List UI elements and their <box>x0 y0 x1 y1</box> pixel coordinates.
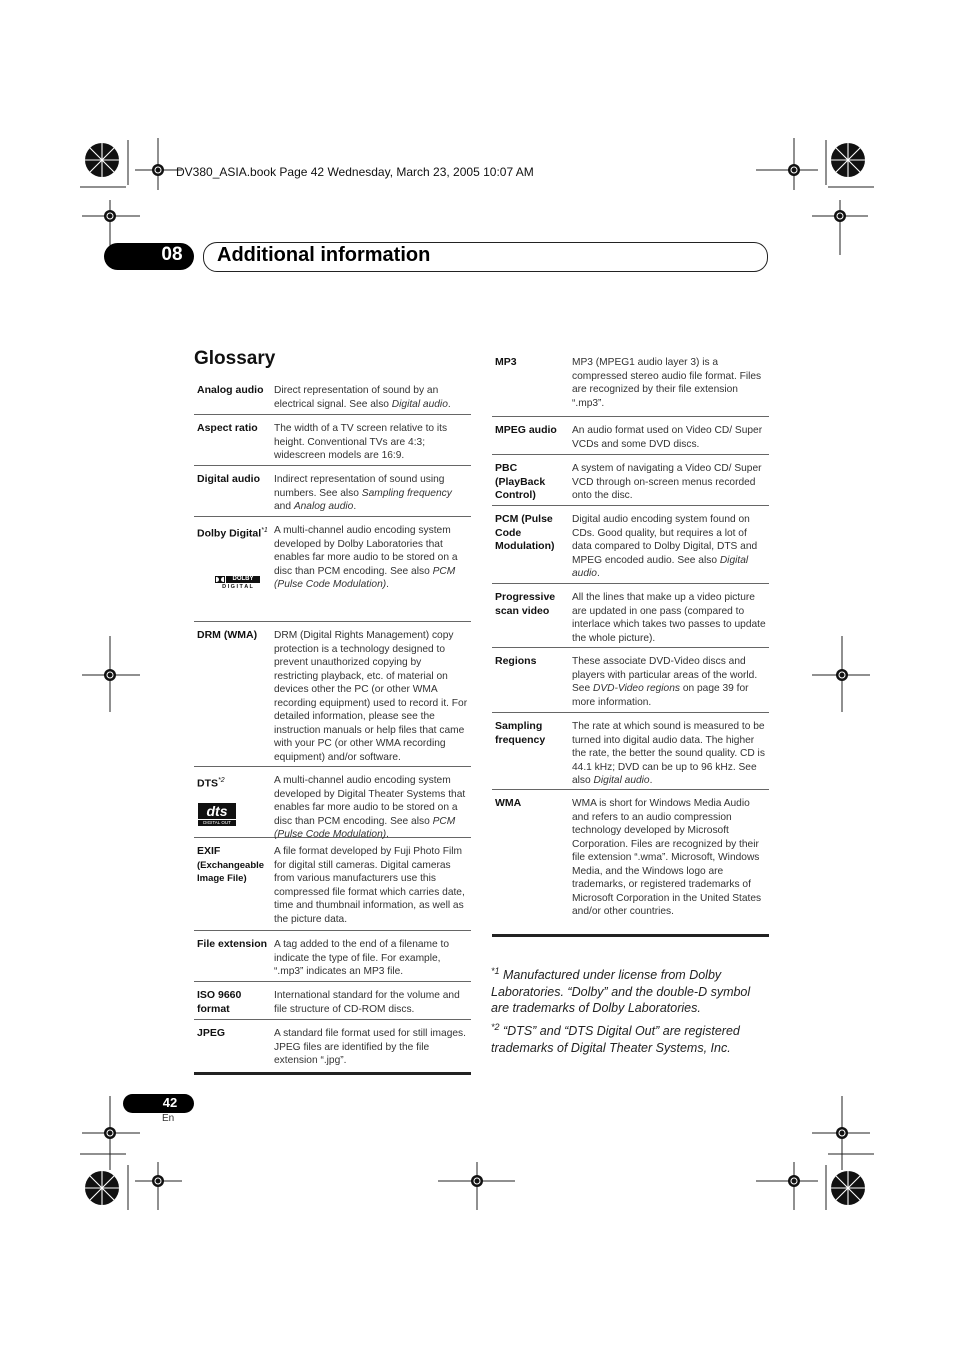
glossary-definition <box>274 774 468 842</box>
definition-text: Indirect representation of sound using numbers. See also <box>274 474 445 499</box>
glossary-entry <box>194 981 471 1020</box>
cross-reference: PCM (Pulse Code Modulation) <box>274 815 456 840</box>
glossary-entry <box>194 376 471 415</box>
glossary-definition <box>572 591 766 645</box>
definition-text: A multi-channel audio encoding system developed by Digital Theater Systems that enables far more audio to be stored on a disc than PCM encoding. See also <box>274 775 466 827</box>
cross-reference: Sampling frequency <box>361 487 452 499</box>
glossary-term <box>197 473 271 487</box>
definition-text: on page 39 for more information. <box>572 683 749 708</box>
glossary-entry <box>194 621 471 767</box>
dts-digital-out-logo <box>198 803 240 827</box>
definition-text: A multi-channel audio encoding system developed by Dolby Laboratories that enables far more audio to be stored on a disc than PCM encoding. See also <box>274 525 458 577</box>
term-label: DRM (WMA) <box>197 629 258 641</box>
glossary-entry <box>492 712 769 790</box>
term-label: Sampling frequency <box>495 720 546 746</box>
glossary-term <box>197 938 271 952</box>
glossary-definition <box>274 938 468 979</box>
footnote-text: “DTS” and “DTS Digital Out” are registered trademarks of Digital Theater Systems, Inc. <box>491 1024 740 1055</box>
definition-text: A system of navigating a Video CD/ Super VCD through on-screen menus recorded onto the disc. <box>572 463 762 501</box>
glossary-entry <box>194 465 471 517</box>
definition-text: The rate at which sound is measured to be turned into digital audio data. The higher the rate, the better the sound quality. CD is 44.1 kHz; DVD can be up to 96 kHz. See also <box>572 721 765 786</box>
definition-text: . <box>649 775 653 786</box>
glossary-term <box>495 591 569 618</box>
glossary-term <box>495 424 569 438</box>
glossary-definition <box>274 845 468 926</box>
definition-text: A standard file format used for still images. JPEG files are identified by the file extension “.jpg”. <box>274 1028 466 1066</box>
definition-text: DRM (Digital Rights Management) copy protection is a technology designed to prevent unauthorized copying by restricting playback, etc. of material on devices other the PC (or other WMA recording equipment) used to record it. For detailed information, please see the instruction manuals or help files that came with your PC (or other WMA recording equipment) and/or software. <box>274 630 468 763</box>
glossary-entry <box>194 1019 471 1072</box>
cross-reference: Analog audio <box>293 501 354 512</box>
dts-logo-subword: DIGITAL OUT <box>198 820 236 826</box>
glossary-term <box>197 989 271 1016</box>
definition-text: and <box>274 501 294 512</box>
definition-text: The width of a TV screen relative to its height. Conventional TVs are 4:3; widescreen models are 16:9. <box>274 423 448 461</box>
glossary-definition <box>572 797 766 919</box>
term-label: PCM (Pulse Code Modulation) <box>495 513 555 552</box>
cross-reference: DVD-Video regions <box>592 683 680 694</box>
cross-reference: PCM (Pulse Code Modulation) <box>274 565 456 590</box>
definition-text: Direct representation of sound by an electrical signal. See also <box>274 385 439 410</box>
term-label: DTS <box>197 777 218 790</box>
glossary-definition <box>572 513 766 581</box>
footnote-marker: *1 <box>491 966 500 976</box>
footnote-marker: *2 <box>218 777 225 784</box>
definition-text: Digital audio encoding system found on CDs. Good quality, but requires a lot of data compared to Dolby Digital, DTS and MPEG encoded audio. See also <box>572 514 758 566</box>
definition-text: A tag added to the end of a filename to indicate the type of file. For example, “.mp3” indicates an MP3 file. <box>274 939 450 977</box>
footnote-dts <box>491 1019 771 1056</box>
glossary-term <box>495 356 569 370</box>
cross-reference: Digital audio <box>593 775 650 786</box>
definition-text: A file format developed by Fuji Photo Film for digital still cameras. Digital cameras from various manufacturers use this compressed file format which carries date, time and thumbnail information, as well as the picture data. <box>274 846 465 925</box>
glossary-entry <box>194 930 471 982</box>
definition-text: An audio format used on Video CD/ Super VCDs and some DVD discs. <box>572 425 763 450</box>
glossary-entry <box>194 516 471 622</box>
glossary-entry <box>492 505 769 584</box>
glossary-definition <box>572 655 766 709</box>
dolby-logo-word: DOLBY <box>226 576 260 583</box>
glossary-definition <box>274 1027 468 1068</box>
chapter-number: 08 <box>161 244 183 265</box>
glossary-term <box>495 462 569 503</box>
term-label: Regions <box>495 655 537 667</box>
glossary-definition <box>572 462 766 503</box>
glossary-term <box>495 513 569 554</box>
glossary-definition <box>572 424 766 451</box>
glossary-entry <box>492 454 769 506</box>
term-expansion: (Exchangeable Image File) <box>197 859 265 884</box>
term-label: ISO 9660 format <box>197 989 242 1015</box>
glossary-term <box>495 720 569 747</box>
definition-text: . <box>386 579 389 590</box>
definition-text: . <box>386 829 389 840</box>
glossary-entry <box>492 348 769 417</box>
left-column-end-rule <box>194 1072 471 1075</box>
glossary-definition <box>572 356 766 410</box>
glossary-term <box>197 422 271 436</box>
term-label: Analog audio <box>197 384 264 396</box>
term-label: MP3 <box>495 356 517 368</box>
dolby-logo-subword: D I G I T A L <box>222 584 253 590</box>
term-label: PBC (PlayBack Control) <box>495 462 546 501</box>
term-label: Aspect ratio <box>197 422 258 434</box>
footnote-marker: *2 <box>491 1022 500 1032</box>
glossary-entry <box>492 789 769 934</box>
glossary-entry <box>194 837 471 931</box>
term-label: Progressive scan video <box>495 591 556 617</box>
term-label: MPEG audio <box>495 424 557 436</box>
chapter-title: Additional information <box>217 244 431 266</box>
glossary-definition <box>274 629 468 764</box>
definition-text: . <box>353 501 357 512</box>
glossary-term <box>495 797 569 811</box>
glossary-entry <box>492 647 769 713</box>
definition-text: . <box>447 398 451 410</box>
glossary-heading: Glossary <box>194 348 276 369</box>
page-language: En <box>162 1113 175 1124</box>
dolby-digital-logo <box>215 576 260 590</box>
term-label: Digital audio <box>197 473 260 485</box>
term-label: EXIF <box>197 845 221 857</box>
glossary-term <box>197 1027 271 1041</box>
page-number: 42 <box>162 1095 178 1110</box>
glossary-definition <box>274 989 468 1016</box>
term-label: Dolby Digital <box>197 527 262 540</box>
footnote-dolby <box>491 963 771 1017</box>
glossary-entry <box>492 416 769 455</box>
footnote-text: Manufactured under license from Dolby Laboratories. “Dolby” and the double-D symbol are trademarks of Dolby Laboratories. <box>491 968 751 1016</box>
glossary-entry <box>194 766 471 838</box>
glossary-term <box>197 774 271 791</box>
definition-text: International standard for the volume and file structure of CD-ROM discs. <box>274 990 460 1015</box>
term-label: WMA <box>495 797 522 809</box>
right-column-end-rule <box>492 934 769 937</box>
glossary-definition <box>274 524 468 592</box>
glossary-entry <box>492 583 769 648</box>
dts-logo-word: dts <box>198 803 236 819</box>
glossary-definition <box>274 384 468 411</box>
definition-text: MP3 (MPEG1 audio layer 3) is a compressed stereo audio file format. Files are recognized by their file extension “.mp3”. <box>572 357 762 409</box>
definition-text: WMA is short for Windows Media Audio and refers to an audio compression technology developed by Microsoft Corporation. Files are recognized by their file extension “.wma”. Microsoft, Windows Media, and the Windows logo are trademarks, or registered trademarks of Microsoft Corporation in the United States and/or other countries. <box>572 798 762 917</box>
definition-text: . <box>596 568 600 579</box>
glossary-definition <box>274 473 468 514</box>
definition-text: All the lines that make up a video picture are updated in one pass (compared to interlace which takes two passes to update the whole picture). <box>572 592 766 644</box>
cross-reference: Digital audio <box>391 398 448 410</box>
footnote-marker: *1 <box>261 527 268 534</box>
glossary-definition <box>274 422 468 463</box>
glossary-term <box>197 384 271 398</box>
glossary-term <box>197 845 271 886</box>
glossary-entry <box>194 414 471 466</box>
glossary-term <box>495 655 569 669</box>
glossary-definition <box>572 720 766 788</box>
glossary-term <box>197 524 271 541</box>
term-label: File extension <box>197 938 268 950</box>
definition-text: These associate DVD-Video discs and players with particular areas of the world. See <box>572 656 758 694</box>
glossary-term <box>197 629 271 643</box>
print-header: DV380_ASIA.book Page 42 Wednesday, March 23, 2005 10:07 AM <box>176 165 534 179</box>
term-label: JPEG <box>197 1027 226 1039</box>
cross-reference: Digital audio <box>572 554 749 579</box>
